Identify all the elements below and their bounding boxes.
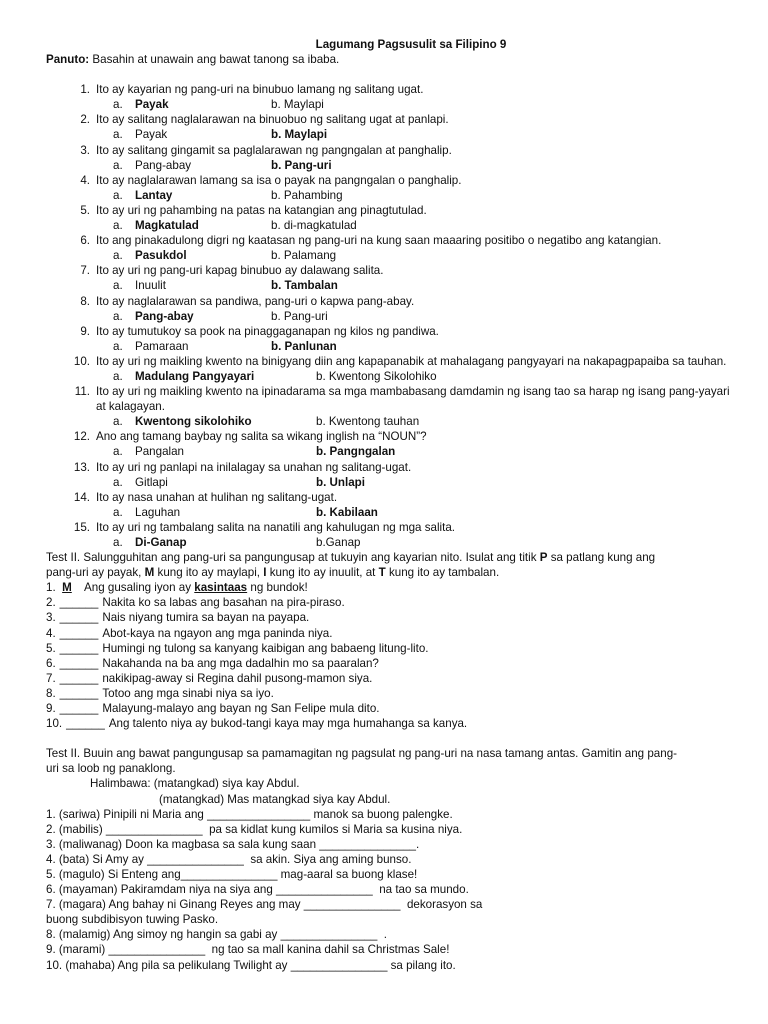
question-item [68, 429, 736, 444]
part2-instr-text: pang-uri ay payak, [46, 566, 142, 580]
choice-b: b. Kabilaan [316, 505, 378, 519]
panuto-line [46, 52, 736, 67]
part2-item [46, 626, 736, 641]
choice-letter: a. [113, 475, 123, 489]
question-item [68, 143, 736, 158]
choice-a [113, 248, 271, 263]
choice-a-text: Pang-abay [135, 309, 194, 323]
question-text: Ito ay uri ng pahambing na patas na katangian ang pinagtutulad. [96, 203, 427, 217]
item-text: nakikipag-away si Regina dahil pusong-mamon siya. [102, 671, 373, 685]
panuto-label: Panuto: [46, 53, 90, 67]
part3-item: 10. (mahaba) Ang pila sa pelikulang Twilight ay _______________ sa pilang ito. [46, 958, 456, 972]
choice-letter: a. [113, 279, 123, 293]
question-item [68, 112, 736, 127]
question-number: 15. [73, 520, 90, 534]
choice-a [113, 369, 271, 384]
item-number: 4. [46, 626, 56, 640]
part2-instr-i: I [263, 566, 267, 580]
question-number: 8. [80, 294, 90, 308]
choices-row [113, 444, 736, 459]
choice-letter: a. [113, 339, 123, 353]
panuto-text: Basahin at unawain ang bawat tanong sa ibaba. [92, 53, 340, 67]
choice-a-text: Gitlapi [135, 475, 168, 489]
choice-b: b. Kwentong Sikolohiko [316, 369, 437, 383]
choice-a [113, 444, 271, 459]
part2-instr-text: Test II. Salungguhitan ang pang-uri sa pangungusap at tukuyin ang kayarian nito. Isulat ang titik [46, 551, 537, 565]
question-text: Ito ay naglalarawan sa pandiwa, pang-uri o kapwa pang-abay. [96, 294, 415, 308]
question-number: 5. [80, 203, 90, 217]
choice-b: b. Pang-uri [271, 309, 328, 323]
choices-row [113, 535, 736, 550]
question-item [68, 82, 736, 97]
part3-item: 8. (malamig) Ang simoy ng hangin sa gabi ay _______________ . [46, 928, 387, 942]
choice-a-text: Lantay [135, 188, 173, 202]
question-text: Ito ay uri ng tambalang salita na nanatili ang kahulugan ng mga salita. [96, 520, 455, 534]
choice-letter: a. [113, 415, 123, 429]
choice-a-text: Inuulit [135, 279, 166, 293]
choice-b: b. Panlunan [271, 339, 337, 353]
choice-a [113, 505, 271, 520]
part2-item [46, 716, 736, 731]
choice-b: b. Unlapi [316, 475, 365, 489]
question-number: 11. [74, 385, 90, 399]
choice-a-text: Payak [135, 128, 168, 142]
question-item [68, 490, 736, 505]
item-text: Totoo ang mga sinabi niya sa iyo. [102, 686, 274, 700]
choice-letter: a. [113, 158, 123, 172]
answer-blank[interactable]: ______ [59, 702, 99, 716]
answer-blank[interactable]: ______ [59, 596, 99, 610]
question-number: 6. [80, 234, 90, 248]
choice-a-text: Madulang Pangyayari [135, 369, 255, 383]
choice-a [113, 97, 271, 112]
answer-blank[interactable]: ______ [59, 641, 99, 655]
question-number: 3. [80, 143, 90, 157]
choice-letter: a. [113, 249, 123, 263]
choice-b: b. Pang-uri [271, 158, 332, 172]
item-number: 10. [46, 717, 63, 731]
choice-b: b.Ganap [316, 536, 361, 549]
part2-instr-text: kung ito ay tambalan. [388, 566, 500, 580]
question-text: Ito ay salitang gingamit sa paglalarawan ng pangngalan at panghalip. [96, 143, 452, 157]
item-text: Nakita ko sa labas ang basahan na pira-piraso. [102, 596, 345, 610]
answer-blank[interactable]: ______ [59, 656, 99, 670]
question-item [68, 203, 736, 218]
choice-b: b. Palamang [271, 249, 337, 263]
choice-a [113, 278, 271, 293]
example-text: Ang gusaling iyon ay [84, 581, 192, 595]
question-text: Ito ay nasa unahan at hulihan ng salitang-ugat. [96, 490, 338, 504]
choices-row [113, 278, 736, 293]
part3-item: 6. (mayaman) Pakiramdam niya na siya ang _______________ na tao sa mundo. [46, 883, 469, 897]
part3-example-line1: Halimbawa: (matangkad) siya kay Abdul. [90, 777, 300, 791]
part2-example [46, 580, 736, 595]
part2-instr-text: sa patlang kung ang [550, 551, 656, 565]
choice-letter: a. [113, 505, 123, 519]
question-number: 2. [80, 113, 90, 127]
question-item [68, 294, 736, 309]
choices-row [113, 218, 736, 233]
part2-item [46, 671, 736, 686]
choices-row [113, 97, 736, 112]
choice-a-text: Pangalan [135, 445, 184, 459]
part3-example-line2: (matangkad) Mas matangkad siya kay Abdul. [159, 792, 391, 806]
part2-instr-p: P [539, 551, 548, 565]
question-number: 4. [80, 173, 90, 187]
part3-item: 5. (magulo) Si Enteng ang_______________ mag-aaral sa buong klase! [46, 867, 418, 881]
choice-a [113, 414, 271, 429]
question-number: 10. [73, 354, 90, 368]
answer-blank[interactable]: ______ [59, 671, 99, 685]
part2-item [46, 701, 736, 716]
item-text: Malayung-malayo ang bayan ng San Felipe mula dito. [102, 702, 380, 716]
choice-a-text: Magkatulad [135, 219, 199, 233]
choice-a [113, 188, 271, 203]
example-underlined-word: kasintaas [194, 581, 248, 595]
choices-row [113, 127, 736, 142]
choice-b: b. Maylapi [271, 98, 324, 112]
item-text: Humingi ng tulong sa kanyang kaibigan ang babaeng litung-lito. [102, 641, 429, 655]
choice-a [113, 127, 271, 142]
question-number: 9. [80, 324, 90, 338]
choices-row [113, 158, 736, 173]
choice-a-text: Kwentong sikolohiko [135, 415, 252, 429]
choices-row [113, 369, 736, 384]
part2-instr-text: kung ito ay maylapi, [157, 566, 260, 580]
choice-a [113, 309, 271, 324]
question-item [68, 263, 736, 278]
choice-letter: a. [113, 219, 123, 233]
item-number: 6. [46, 656, 56, 670]
choices-row [113, 414, 736, 429]
item-text: Abot-kaya na ngayon ang mga paninda niya. [102, 626, 333, 640]
choice-a [113, 475, 271, 490]
question-number: 13. [73, 460, 90, 474]
choice-a-text: Pang-abay [135, 158, 192, 172]
question-number: 14. [73, 490, 90, 504]
document-title: Lagumang Pagsusulit sa Filipino 9 [315, 38, 507, 51]
choices-row [113, 505, 736, 520]
choice-a-text: Di-Ganap [135, 536, 187, 549]
choice-letter: a. [113, 309, 123, 323]
part3-instructions-line2: uri sa loob ng panaklong. [46, 762, 176, 776]
part3-items [46, 807, 736, 973]
part2-instructions-line2 [46, 565, 736, 580]
part2-items [46, 595, 736, 731]
choice-a-text: Pasukdol [135, 249, 187, 263]
choice-a-text: Laguhan [135, 505, 181, 519]
question-item [68, 354, 736, 369]
choice-letter: a. [113, 445, 123, 459]
item-number: 8. [46, 686, 56, 700]
choices-row [113, 248, 736, 263]
question-number: 7. [80, 264, 90, 278]
choices-row [113, 339, 736, 354]
question-item [68, 384, 736, 414]
question-text: Ano ang tamang baybay ng salita sa wikang inglish na “NOUN”? [96, 430, 427, 444]
answer-blank[interactable]: ______ [59, 626, 99, 640]
part2-instructions-line1 [46, 550, 736, 565]
choice-b: b. Pahambing [271, 188, 343, 202]
question-number: 12. [73, 430, 90, 444]
item-text: Nais niyang tumira sa bayan na payapa. [102, 611, 310, 625]
choice-a [113, 158, 271, 173]
part3-instructions-line1: Test II. Buuin ang bawat pangungusap sa pamamagitan ng pagsulat ng pang-uri na nasa tamang antas. Gamitin ang pang- [46, 747, 677, 761]
choice-a-text: Payak [135, 98, 169, 112]
question-text: Ito ang pinakadulong digri ng kaatasan ng pang-uri na kung saan maaaring positibo o negatibo ang katangian. [96, 234, 662, 248]
quiz-document [46, 37, 736, 973]
choice-letter: a. [113, 98, 123, 112]
question-item [68, 233, 736, 248]
part2-item [46, 610, 736, 625]
choice-letter: a. [113, 188, 123, 202]
question-item [68, 460, 736, 475]
item-number: 9. [46, 702, 56, 716]
choice-a [113, 218, 271, 233]
question-item [68, 173, 736, 188]
item-text: Nakahanda na ba ang mga dadalhin mo sa paaralan? [102, 656, 379, 670]
item-number: 1. [46, 581, 56, 595]
part2-item [46, 595, 736, 610]
choice-b: b. Tambalan [271, 279, 338, 293]
part3-item: 7. (magara) Ang bahay ni Ginang Reyes ang may _______________ dekorasyon sa [46, 898, 483, 912]
part3-item: buong subdibisyon tuwing Pasko. [46, 913, 219, 927]
choice-b: b. Maylapi [271, 128, 328, 142]
question-text: Ito ay salitang naglalarawan na binuobuo ng salitang ugat at panlapi. [96, 113, 449, 127]
part2-instr-t: T [378, 566, 386, 580]
question-item [68, 324, 736, 339]
question-text: Ito ay uri ng maikling kwento na binigyang diin ang kapapanabik at mahalagang pangyayari na nakapagpapaiba sa tauhan. [96, 354, 727, 368]
example-text: ng bundok! [250, 581, 308, 595]
question-text: Ito ay kayarian ng pang-uri na binubuo lamang ng salitang ugat. [96, 83, 424, 97]
part3-item: 3. (maliwanag) Doon ka magbasa sa sala kung saan _______________. [46, 837, 420, 851]
question-text: Ito ay uri ng maikling kwento na ipinadarama sa mga mambabasang damdamin ng isang tao sa harap ng isang pang-yayari at kalagayan. [96, 385, 730, 414]
choice-letter: a. [113, 128, 123, 142]
item-number: 7. [46, 671, 56, 685]
part2-instr-m: M [144, 566, 155, 580]
part2-instr-text: kung ito ay inuulit, at [269, 566, 376, 580]
question-number: 1. [80, 83, 90, 97]
choices-row [113, 309, 736, 324]
part3-item: 4. (bata) Si Amy ay _______________ sa akin. Siya ang aming bunso. [46, 852, 412, 866]
example-answer: M [62, 581, 72, 595]
question-text: Ito ay uri ng pang-uri kapag binubuo ay dalawang salita. [96, 264, 384, 278]
choice-a-text: Pamaraan [135, 339, 189, 353]
part3-item: 1. (sariwa) Pinipili ni Maria ang ________________ manok sa buong palengke. [46, 807, 453, 821]
part1-questions [46, 82, 736, 550]
question-text: Ito ay naglalarawan lamang sa isa o payak na pangngalan o panghalip. [96, 173, 462, 187]
part3-item: 9. (marami) _______________ ng tao sa mall kanina dahil sa Christmas Sale! [46, 943, 450, 957]
choice-b: b. Pangngalan [316, 445, 396, 459]
answer-blank[interactable]: ______ [59, 611, 99, 625]
part2-item [46, 686, 736, 701]
choice-letter: a. [113, 369, 123, 383]
answer-blank[interactable]: ______ [59, 686, 99, 700]
part2-item [46, 641, 736, 656]
choices-row [113, 475, 736, 490]
choices-row [113, 188, 736, 203]
answer-blank[interactable]: ______ [66, 717, 105, 731]
choice-a [113, 535, 271, 550]
part3-item: 2. (mabilis) _______________ pa sa kidlat kung kumilos si Maria sa kusina niya. [46, 822, 463, 836]
item-number: 2. [46, 596, 56, 610]
question-text: Ito ay tumutukoy sa pook na pinaggaganapan ng kilos ng pandiwa. [96, 324, 439, 338]
choice-a [113, 339, 271, 354]
choice-letter: a. [113, 536, 123, 549]
item-text: Ang talento niya ay bukod-tangi kaya may mga humahanga sa kanya. [108, 717, 468, 731]
choice-b: b. Kwentong tauhan [316, 415, 420, 429]
question-text: Ito ay uri ng panlapi na inilalagay sa unahan ng salitang-ugat. [96, 460, 412, 474]
item-number: 5. [46, 641, 56, 655]
choice-b: b. di-magkatulad [271, 219, 357, 233]
item-number: 3. [46, 611, 56, 625]
part2-item [46, 656, 736, 671]
question-item [68, 520, 736, 535]
